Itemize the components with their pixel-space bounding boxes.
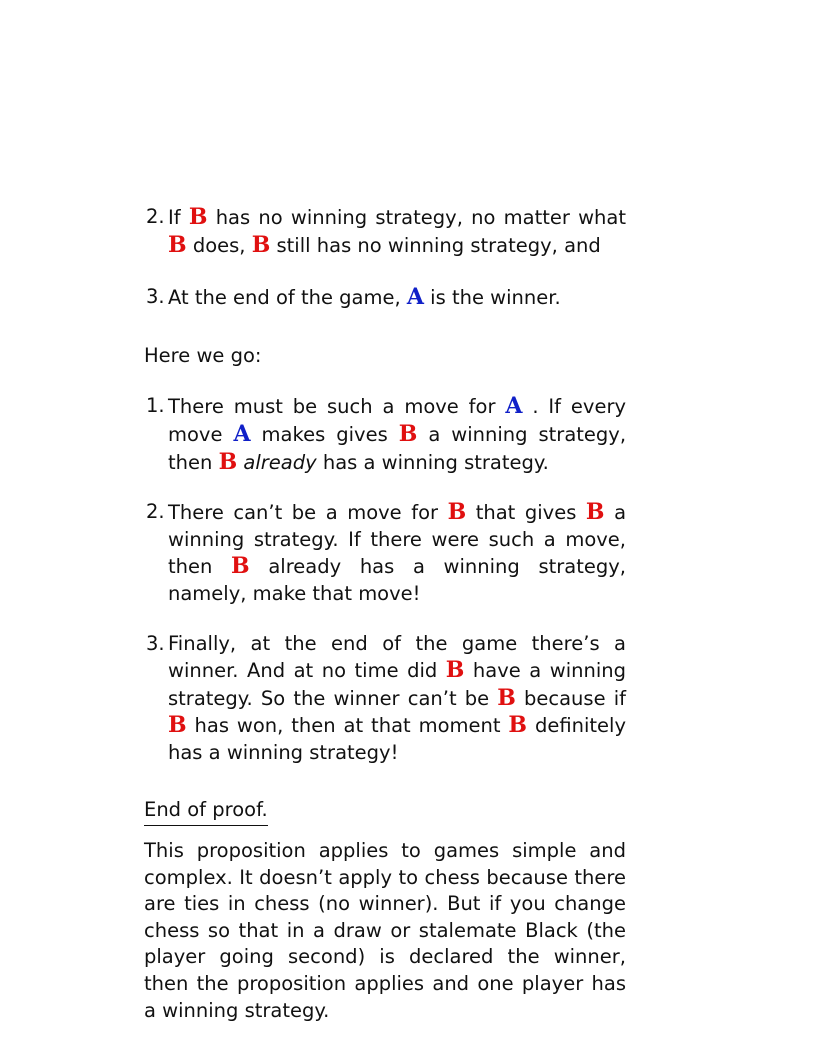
player-b-symbol: B [585, 499, 605, 526]
intro-paragraph: Here we go: [144, 343, 262, 367]
text: has a winning strategy. [322, 450, 549, 474]
player-b-symbol: B [497, 684, 516, 711]
list-number: 2. [146, 500, 165, 524]
text: has won, then at that moment [194, 714, 501, 738]
player-b-symbol: B [188, 204, 208, 230]
text: Finally, at the end of the game there’s a winner. And at no time did [168, 631, 626, 683]
list-item-proof-3 [144, 631, 626, 767]
list-number: 2. [146, 205, 165, 228]
player-b-symbol: B [508, 712, 528, 739]
player-a-symbol: A [406, 284, 424, 311]
text: still has no winning strategy, and [276, 233, 601, 257]
text: that gives [475, 501, 577, 525]
text: At the end of the game, [168, 286, 401, 310]
player-b-symbol: B [445, 657, 465, 684]
list-item-conditions-2 [144, 204, 626, 259]
player-b-symbol: B [168, 712, 187, 739]
text: makes gives [261, 422, 388, 446]
player-b-symbol: B [168, 231, 187, 258]
end-of-proof-heading [144, 797, 626, 827]
text: has no winning strategy, no matter what [215, 206, 627, 229]
player-a-symbol: A [505, 393, 523, 420]
end-of-proof-label: End of proof. [144, 797, 268, 827]
player-b-symbol: B [447, 499, 467, 526]
list-number: 1. [146, 394, 165, 418]
text: There can’t be a move for [168, 501, 439, 525]
list-item-proof-1 [144, 393, 626, 476]
player-b-symbol: B [251, 231, 271, 258]
text: have a winning strategy. So the winner can’t be [168, 659, 626, 710]
text: a winning strategy. If there were such a move, then [168, 501, 627, 579]
text: If [168, 206, 181, 229]
list-number: 3. [146, 285, 165, 309]
text: definitely has a winning strategy! [168, 714, 626, 764]
text: already has a winning strategy, namely, make that move! [168, 555, 626, 605]
player-b-symbol: B [398, 420, 418, 447]
text: . If every move [168, 395, 627, 446]
player-b-symbol: B [231, 553, 250, 580]
document-page [144, 204, 626, 1024]
emphasis-text: already [243, 450, 317, 474]
closing-paragraph: This proposition applies to games simple and complex. It doesn’t apply to chess because there are ties in chess (no winner). But if you change chess so that in a draw or stalemate Black (the player going second) is declared the winner, then the proposition applies and one player has a winning strategy. [144, 839, 626, 1022]
text: because if [524, 686, 626, 710]
text: a winning strategy, then [168, 422, 627, 474]
text: is the winner. [430, 286, 561, 310]
text: There must be such a move for [168, 395, 496, 419]
list-item-proof-2 [144, 499, 626, 607]
list-number: 3. [146, 631, 165, 655]
text: does, [192, 233, 246, 257]
player-a-symbol: A [233, 420, 251, 447]
player-b-symbol: B [218, 448, 238, 475]
list-item-conditions-3 [144, 284, 626, 312]
